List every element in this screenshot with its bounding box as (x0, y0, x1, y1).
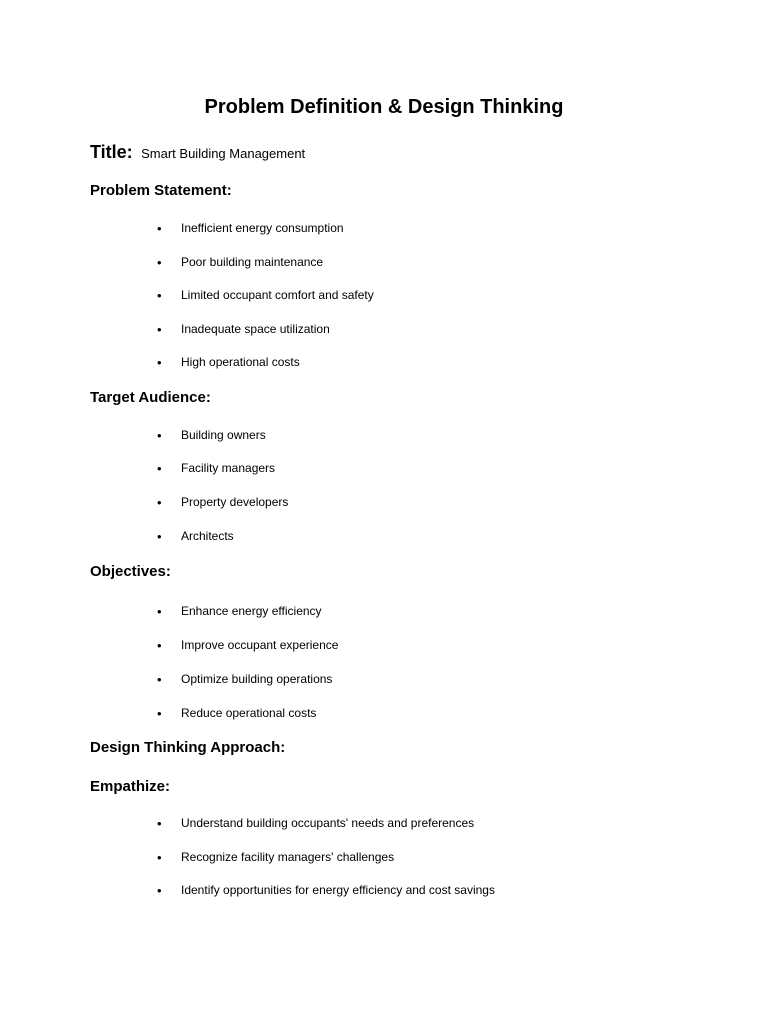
list-item-text: Architects (181, 529, 234, 543)
title-line (90, 140, 305, 166)
bullet-icon: • (157, 322, 162, 337)
bullet-icon: • (157, 255, 162, 270)
list-item-text: Optimize building operations (181, 672, 333, 686)
list-item-text: Property developers (181, 495, 289, 509)
bullet-icon: • (157, 355, 162, 370)
bullet-icon: • (157, 883, 162, 898)
list-item-text: Limited occupant comfort and safety (181, 288, 374, 302)
section-heading-target-audience: Target Audience: (90, 389, 211, 406)
page-title: Problem Definition & Design Thinking (204, 96, 564, 118)
section-heading-objectives: Objectives: (90, 563, 171, 580)
bullet-icon: • (157, 221, 162, 236)
bullet-icon: • (157, 428, 162, 443)
list-item-text: Facility managers (181, 461, 276, 475)
title-label: Title: (90, 142, 133, 162)
section-heading-empathize: Empathize: (90, 778, 171, 795)
bullet-icon: • (157, 638, 162, 653)
bullet-icon: • (157, 850, 162, 865)
bullet-icon: • (157, 495, 162, 510)
bullet-icon: • (157, 529, 162, 544)
section-heading-problem-statement: Problem Statement: (90, 182, 232, 199)
list-item-text: Improve occupant experience (181, 638, 339, 652)
bullet-icon: • (157, 672, 162, 687)
bullet-icon: • (157, 604, 162, 619)
bullet-icon: • (157, 816, 162, 831)
list-item-text: Poor building maintenance (181, 255, 324, 269)
list-item-text: High operational costs (181, 355, 300, 369)
bullet-icon: • (157, 461, 162, 476)
list-item-text: Reduce operational costs (181, 706, 317, 720)
list-item-text: Inefficient energy consumption (181, 221, 344, 235)
list-item-text: Identify opportunities for energy efficiency and cost savings (181, 883, 495, 897)
list-item-text: Inadequate space utilization (181, 322, 330, 336)
section-heading-design-thinking-approach: Design Thinking Approach: (90, 739, 286, 756)
list-item-text: Enhance energy efficiency (181, 604, 322, 618)
title-value: Smart Building Management (141, 146, 306, 161)
list-item-text: Understand building occupants' needs and preferences (181, 816, 475, 830)
bullet-icon: • (157, 288, 162, 303)
list-item-text: Recognize facility managers' challenges (181, 850, 395, 864)
list-item-text: Building owners (181, 428, 266, 442)
bullet-icon: • (157, 706, 162, 721)
